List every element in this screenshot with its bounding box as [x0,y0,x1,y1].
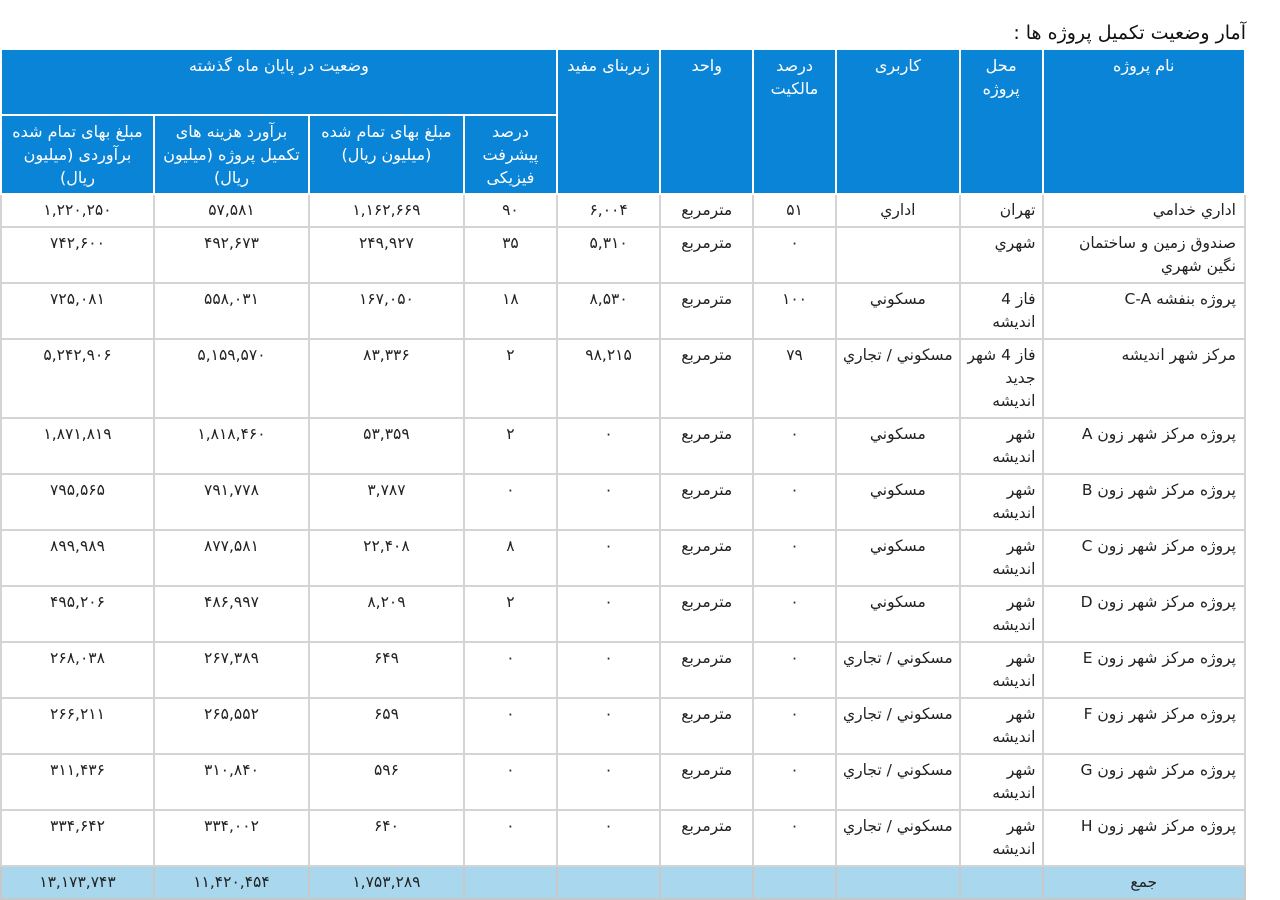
cell-usage: مسکوني [836,586,960,642]
cell-progress: ۰ [464,698,557,754]
cell-usage: اداري [836,194,960,227]
table-row [1,283,1245,339]
header-area: زیربنای مفید [557,49,660,194]
cell-total-estimate: ۸۹۹,۹۸۹ [1,530,154,586]
table-row [1,810,1245,866]
cell-cost: ۲۲,۴۰۸ [309,530,464,586]
cell-progress: ۲ [464,418,557,474]
cell-usage: مسکوني / تجاري [836,642,960,698]
cell-ownership: ۰ [753,698,836,754]
cell-name: پروژه مرکز شهر زون E [1043,642,1246,698]
cell-total-estimate: ۳۳۴,۶۴۲ [1,810,154,866]
cell-location: شهر اندیشه [960,418,1043,474]
cell-area: ۰ [557,810,660,866]
project-status-table [0,48,1246,900]
cell-area: ۰ [557,474,660,530]
cell-cost: ۸,۲۰۹ [309,586,464,642]
cell-area: ۰ [557,418,660,474]
cell-name: پروژه مرکز شهر زون G [1043,754,1246,810]
cell-progress: ۰ [464,754,557,810]
cell-total-estimate: ۵,۲۴۲,۹۰۶ [1,339,154,418]
cell-area: ۰ [557,530,660,586]
cell-total-estimate: ۱,۲۲۰,۲۵۰ [1,194,154,227]
table-body [1,194,1245,866]
cell-unit: مترمربع [660,474,753,530]
cell-total-estimate: ۷۲۵,۰۸۱ [1,283,154,339]
cell-location: شهر اندیشه [960,642,1043,698]
cell-ownership: ۵۱ [753,194,836,227]
cell-cost: ۶۵۹ [309,698,464,754]
cell-ownership: ۱۰۰ [753,283,836,339]
cell-name: پروژه مرکز شهر زون B [1043,474,1246,530]
cell-total-estimate: ۳۱۱,۴۳۶ [1,754,154,810]
table-row [1,418,1245,474]
header-name: نام پروژه [1043,49,1246,194]
cell-ownership: ۷۹ [753,339,836,418]
total-empty-cell [464,866,557,899]
cell-usage: مسکوني [836,530,960,586]
cell-estimate: ۵۵۸,۰۳۱ [154,283,309,339]
cell-estimate: ۷۹۱,۷۷۸ [154,474,309,530]
cell-estimate: ۴۸۶,۹۹۷ [154,586,309,642]
cell-name: پروژه بنفشه C-A [1043,283,1246,339]
cell-progress: ۰ [464,642,557,698]
total-row [1,866,1245,899]
cell-ownership: ۰ [753,227,836,283]
cell-total-estimate: ۴۹۵,۲۰۶ [1,586,154,642]
cell-estimate: ۱,۸۱۸,۴۶۰ [154,418,309,474]
cell-unit: مترمربع [660,810,753,866]
header-group-status: وضعیت در پایان ماه گذشته [1,49,557,115]
cell-estimate: ۳۱۰,۸۴۰ [154,754,309,810]
cell-name: پروژه مرکز شهر زون A [1043,418,1246,474]
cell-total-estimate: ۲۶۸,۰۳۸ [1,642,154,698]
cell-progress: ۸ [464,530,557,586]
total-cost: ۱,۷۵۳,۲۸۹ [309,866,464,899]
cell-cost: ۸۳,۳۳۶ [309,339,464,418]
cell-usage: مسکوني [836,283,960,339]
cell-area: ۰ [557,754,660,810]
cell-location: شهر اندیشه [960,474,1043,530]
total-empty-cell [557,866,660,899]
cell-ownership: ۰ [753,586,836,642]
cell-name: صندوق زمین و ساختمان نگین شهري [1043,227,1246,283]
cell-cost: ۳,۷۸۷ [309,474,464,530]
cell-name: پروژه مرکز شهر زون C [1043,530,1246,586]
header-estimate: برآورد هزینه های تکمیل پروژه (میلیون ریال) [154,115,309,194]
header-cost: مبلغ بهای تمام شده (میلیون ریال) [309,115,464,194]
cell-total-estimate: ۲۶۶,۲۱۱ [1,698,154,754]
cell-location: شهر اندیشه [960,754,1043,810]
total-empty-cell [960,866,1043,899]
cell-location: شهر اندیشه [960,530,1043,586]
cell-location: فاز 4 شهر جدید اندیشه [960,339,1043,418]
header-total-estimate: مبلغ بهای تمام شده برآوردی (میلیون ریال) [1,115,154,194]
cell-area: ۶,۰۰۴ [557,194,660,227]
cell-cost: ۶۴۰ [309,810,464,866]
table-row [1,339,1245,418]
cell-total-estimate: ۱,۸۷۱,۸۱۹ [1,418,154,474]
cell-progress: ۲ [464,586,557,642]
header-usage: کاربری [836,49,960,194]
cell-area: ۰ [557,586,660,642]
cell-unit: مترمربع [660,642,753,698]
cell-estimate: ۵,۱۵۹,۵۷۰ [154,339,309,418]
cell-usage: مسکوني / تجاري [836,339,960,418]
cell-cost: ۱,۱۶۲,۶۶۹ [309,194,464,227]
cell-ownership: ۰ [753,474,836,530]
total-empty-cell [836,866,960,899]
cell-name: پروژه مرکز شهر زون H [1043,810,1246,866]
cell-cost: ۲۴۹,۹۲۷ [309,227,464,283]
page-title: آمار وضعیت تکمیل پروژه ها : [1013,22,1246,44]
cell-progress: ۹۰ [464,194,557,227]
cell-area: ۰ [557,698,660,754]
cell-location: تهران [960,194,1043,227]
cell-usage: مسکوني / تجاري [836,754,960,810]
cell-cost: ۱۶۷,۰۵۰ [309,283,464,339]
total-label: جمع [1043,866,1246,899]
cell-location: شهر اندیشه [960,586,1043,642]
cell-location: شهري [960,227,1043,283]
cell-usage [836,227,960,283]
cell-progress: ۳۵ [464,227,557,283]
total-empty-cell [753,866,836,899]
cell-progress: ۱۸ [464,283,557,339]
cell-progress: ۰ [464,810,557,866]
cell-ownership: ۰ [753,642,836,698]
table-row [1,698,1245,754]
cell-usage: مسکوني [836,418,960,474]
cell-ownership: ۰ [753,418,836,474]
cell-unit: مترمربع [660,754,753,810]
cell-location: شهر اندیشه [960,698,1043,754]
cell-name: مرکز شهر اندیشه [1043,339,1246,418]
cell-usage: مسکوني [836,474,960,530]
cell-estimate: ۵۷,۵۸۱ [154,194,309,227]
cell-estimate: ۳۳۴,۰۰۲ [154,810,309,866]
cell-name: پروژه مرکز شهر زون F [1043,698,1246,754]
cell-usage: مسکوني / تجاري [836,810,960,866]
cell-name: اداري خدامي [1043,194,1246,227]
cell-area: ۸,۵۳۰ [557,283,660,339]
cell-unit: مترمربع [660,530,753,586]
cell-total-estimate: ۷۴۲,۶۰۰ [1,227,154,283]
cell-unit: مترمربع [660,418,753,474]
table-row [1,642,1245,698]
table-row [1,754,1245,810]
cell-ownership: ۰ [753,810,836,866]
cell-location: شهر اندیشه [960,810,1043,866]
cell-area: ۰ [557,642,660,698]
header-location: محل پروژه [960,49,1043,194]
table-row [1,586,1245,642]
cell-estimate: ۴۹۲,۶۷۳ [154,227,309,283]
cell-total-estimate: ۷۹۵,۵۶۵ [1,474,154,530]
cell-estimate: ۲۶۵,۵۵۲ [154,698,309,754]
cell-ownership: ۰ [753,530,836,586]
table-row [1,474,1245,530]
cell-unit: مترمربع [660,698,753,754]
total-total-estimate: ۱۳,۱۷۳,۷۴۳ [1,866,154,899]
cell-name: پروژه مرکز شهر زون D [1043,586,1246,642]
total-empty-cell [660,866,753,899]
cell-area: ۵,۳۱۰ [557,227,660,283]
cell-unit: مترمربع [660,283,753,339]
cell-unit: مترمربع [660,194,753,227]
cell-estimate: ۸۷۷,۵۸۱ [154,530,309,586]
table-row [1,194,1245,227]
header-ownership: درصد مالکیت [753,49,836,194]
table-row [1,530,1245,586]
cell-estimate: ۲۶۷,۳۸۹ [154,642,309,698]
cell-unit: مترمربع [660,227,753,283]
cell-cost: ۵۹۶ [309,754,464,810]
cell-usage: مسکوني / تجاري [836,698,960,754]
cell-cost: ۶۴۹ [309,642,464,698]
cell-unit: مترمربع [660,339,753,418]
cell-area: ۹۸,۲۱۵ [557,339,660,418]
cell-progress: ۰ [464,474,557,530]
cell-unit: مترمربع [660,586,753,642]
header-unit: واحد [660,49,753,194]
cell-progress: ۲ [464,339,557,418]
table-row [1,227,1245,283]
cell-cost: ۵۳,۳۵۹ [309,418,464,474]
header-progress: درصد پیشرفت فیزیکی [464,115,557,194]
cell-location: فاز 4 اندیشه [960,283,1043,339]
total-estimate: ۱۱,۴۲۰,۴۵۴ [154,866,309,899]
cell-ownership: ۰ [753,754,836,810]
